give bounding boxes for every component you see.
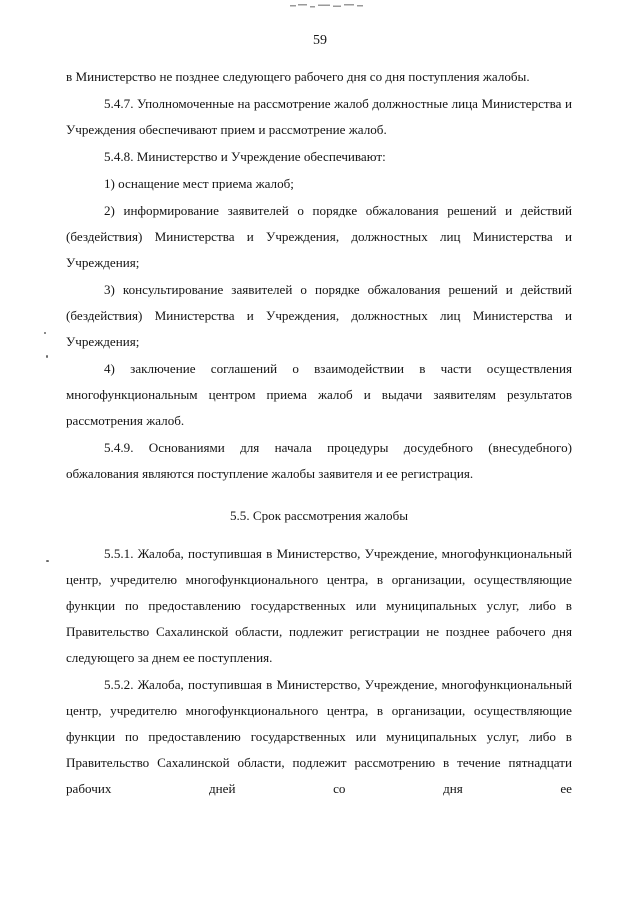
scan-speck bbox=[46, 355, 48, 358]
section-heading: 5.5. Срок рассмотрения жалобы bbox=[229, 508, 409, 523]
list-item-2: 2) информирование заявителей о порядке обжалования решений и действий (бездействия) Министерства и Учреждения, должностных лиц Министерства и Учреждения; bbox=[66, 203, 572, 270]
paragraph-5-4-9: 5.4.9. Основаниями для начала процедуры досудебного (внесудебного) обжалования являются поступление жалобы заявителя и ее регистрация. bbox=[66, 440, 572, 481]
list-item-1: 1) оснащение мест приема жалоб; bbox=[104, 176, 294, 191]
scan-speck bbox=[46, 560, 49, 562]
paragraph-5-5-2: 5.5.2. Жалоба, поступившая в Министерство, Учреждение, многофункциональный центр, учредителю многофункционального центра, в организации, осуществляющие функции по предоставлению государственных или муниципальных услуг, либо в Правительство Сахалинской области, подлежит рассмотрению в течение пятнадцати рабочих дней со дня ее bbox=[66, 677, 572, 796]
page-number: 59 bbox=[313, 33, 327, 48]
document-body bbox=[66, 64, 572, 802]
scan-artifact bbox=[288, 2, 366, 10]
list-item-3: 3) консультирование заявителей о порядке обжалования решений и действий (бездействия) Министерства и Учреждения, должностных лиц Министерства и Учреждения; bbox=[66, 282, 572, 349]
paragraph: в Министерство не позднее следующего рабочего дня со дня поступления жалобы. bbox=[66, 69, 530, 84]
paragraph-5-4-7: 5.4.7. Уполномоченные на рассмотрение жалоб должностные лица Министерства и Учреждения обеспечивают прием и рассмотрение жалоб. bbox=[66, 96, 572, 137]
scan-speck bbox=[44, 332, 46, 334]
paragraph-5-4-8: 5.4.8. Министерство и Учреждение обеспечивают: bbox=[104, 149, 386, 164]
list-item-4: 4) заключение соглашений о взаимодействии в части осуществления многофункциональным центром приема жалоб и выдачи заявителям результатов рассмотрения жалоб. bbox=[66, 361, 572, 428]
paragraph-5-5-1: 5.5.1. Жалоба, поступившая в Министерство, Учреждение, многофункциональный центр, учредителю многофункционального центра, в организации, осуществляющие функции по предоставлению государственных или муниципальных услуг, либо в Правительство Сахалинской области, подлежит регистрации не позднее рабочего дня следующего за днем ее поступления. bbox=[66, 546, 572, 665]
